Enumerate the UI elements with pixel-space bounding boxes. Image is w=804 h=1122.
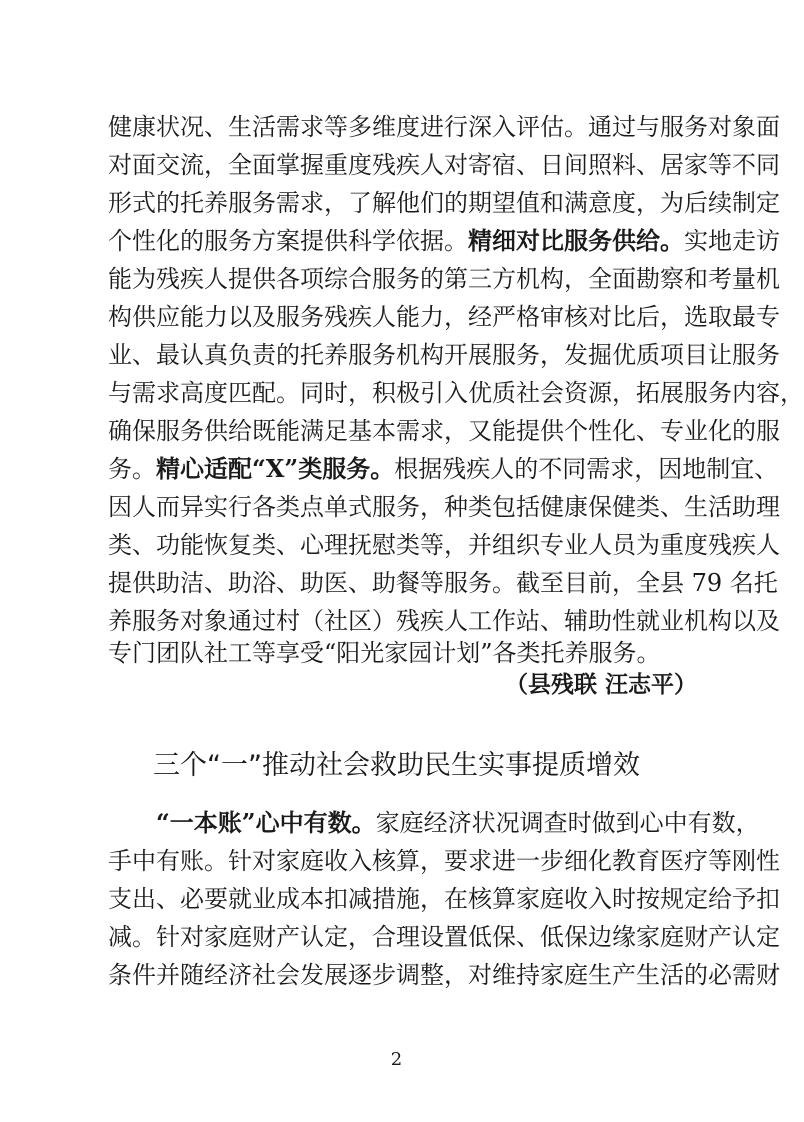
paragraph-line: 对面交流，全面掌握重度残疾人对寄宿、日间照料、居家等不同 <box>108 151 780 179</box>
paragraph-line: 手中有账。针对家庭收入核算，要求进一步细化教育医疗等刚性 <box>108 847 780 875</box>
author-signature: （县残联 汪志平） <box>504 671 697 698</box>
paragraph-line: 形式的托养服务需求，了解他们的期望值和满意度，为后续制定 <box>108 189 780 217</box>
paragraph-line: 因人而异实行各类点单式服务，种类包括健康保健类、生活助理 <box>108 493 780 521</box>
paragraph-line: 养服务对象通过村（社区）残疾人工作站、辅助性就业机构以及 <box>108 607 780 635</box>
page-number: 2 <box>390 1049 403 1070</box>
body-text: 家庭经济状况调查时做到心中有数， <box>375 809 760 837</box>
paragraph-line <box>108 452 779 486</box>
paragraph-line: 与需求高度匹配。同时，积极引入优质社会资源，拓展服务内容， <box>108 379 804 407</box>
article-heading: 三个“一”推动社会救助民生实事提质增效 <box>153 750 640 781</box>
paragraph-line: 条件并随经济社会发展逐步调整，对维持家庭生产生活的必需财 <box>108 961 780 989</box>
paragraph-line <box>108 224 780 258</box>
paragraph-line <box>156 806 760 840</box>
paragraph-line: 构供应能力以及服务残疾人能力，经严格审核对比后，选取最专 <box>108 303 780 331</box>
bold-subheading: 精细对比服务供给。 <box>468 226 684 255</box>
body-text: 根据残疾人的不同需求，因地制宜、 <box>394 455 779 483</box>
bold-subheading: “一本账”心中有数。 <box>156 808 376 837</box>
paragraph-line: 支出、必要就业成本扣减措施，在核算家庭收入时按规定给予扣 <box>108 885 780 913</box>
paragraph-line: 类、功能恢复类、心理抚慰类等，并组织专业人员为重度残疾人 <box>108 531 780 559</box>
paragraph-line: 减。针对家庭财产认定，合理设置低保、低保边缘家庭财产认定 <box>108 923 780 951</box>
body-text: 实地走访 <box>684 227 780 255</box>
paragraph-line: 健康状况、生活需求等多维度进行深入评估。通过与服务对象面 <box>108 113 780 141</box>
paragraph-line: 业、最认真负责的托养服务机构开展服务，发掘优质项目让服务 <box>108 341 780 369</box>
body-text: 务。 <box>108 455 156 483</box>
bold-subheading: 精心适配“X”类服务。 <box>156 454 395 483</box>
paragraph-line: 提供助洁、助浴、助医、助餐等服务。截至目前，全县 79 名托 <box>108 569 778 597</box>
paragraph-line: 确保服务供给既能满足基本需求，又能提供个性化、专业化的服 <box>108 417 780 445</box>
paragraph-line: 能为残疾人提供各项综合服务的第三方机构，全面勘察和考量机 <box>108 265 780 293</box>
body-text: 个性化的服务方案提供科学依据。 <box>108 227 468 255</box>
paragraph-line: 专门团队社工等享受“阳光家园计划”各类托养服务。 <box>108 639 661 667</box>
